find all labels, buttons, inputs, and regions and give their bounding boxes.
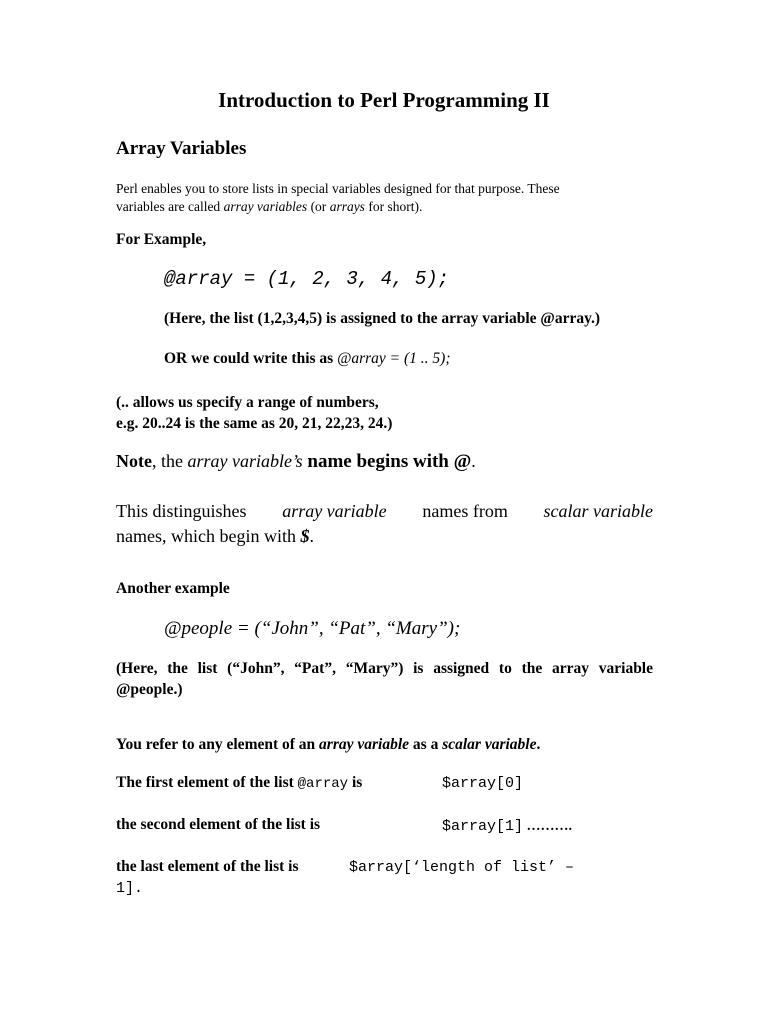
second-element-value-wrap (442, 817, 572, 835)
first-element-is: is (348, 774, 363, 791)
first-element-line (116, 774, 362, 792)
code-example-2: @people = (“John”, “Pat”, “Mary”); (164, 618, 461, 639)
note-text: , the (151, 451, 188, 471)
refer-line (116, 736, 540, 754)
refer-text: You refer to any element of an (116, 736, 320, 753)
intro-text: for short). (364, 199, 423, 214)
example-note-2-line-1: (Here, the list (“John”, “Pat”, “Mary”) is assigned to the array variable (116, 660, 653, 677)
refer-text: as a (409, 736, 443, 753)
second-element-line: the second element of the list is (116, 816, 321, 833)
intro-em-array-variables: array variables (223, 199, 308, 214)
distinguish-dollar: $ (300, 526, 310, 546)
range-note-line-2: e.g. 20..24 is the same as 20, 21, 22,23, 24.) (116, 415, 393, 432)
refer-end: . (536, 736, 541, 753)
note-end: . (471, 451, 476, 471)
example-note-2-line-2: @people.) (116, 681, 183, 698)
section-heading: Array Variables (116, 138, 247, 159)
note-bold-name: name begins with @ (302, 451, 472, 472)
another-example-label: Another example (116, 580, 230, 597)
intro-line-2 (116, 198, 653, 216)
distinguish-em-array: array variable (282, 501, 387, 521)
page-title: Introduction to Perl Programming II (218, 88, 550, 112)
first-element-text: The first element of the list (116, 774, 298, 791)
last-element-line: the last element of the list is (116, 858, 299, 875)
distinguish-line-2 (116, 524, 653, 549)
or-line (164, 350, 450, 368)
distinguish-text: names from (422, 501, 508, 521)
note-bold: Note (116, 451, 152, 471)
refer-em-array: array variable (319, 736, 410, 753)
for-example-label: For Example, (116, 231, 207, 248)
distinguish-end: . (309, 526, 314, 546)
first-element-code: @array (297, 776, 349, 792)
last-element-value: $array[‘length of list’ – (349, 859, 575, 876)
intro-line-1: Perl enables you to store lists in special variables designed for that purpose. These (116, 181, 560, 196)
second-element-dots: ………. (523, 819, 573, 834)
intro-em-arrays: arrays (329, 199, 365, 214)
or-line-text: OR we could write this as (164, 350, 338, 367)
or-line-code: @array = (1 .. 5); (337, 350, 451, 367)
distinguish-line-1 (116, 499, 653, 524)
range-note-line-1: (.. allows us specify a range of numbers, (116, 394, 379, 411)
distinguish-text: This distinguishes (116, 501, 247, 521)
distinguish-paragraph (116, 499, 653, 549)
distinguish-text: names, which begin with (116, 526, 301, 546)
note-em: array variable’s (187, 451, 303, 471)
second-element-value: $array[1] (442, 818, 524, 835)
first-element-value: $array[0] (442, 775, 524, 792)
last-element-value-cont: 1]. (116, 880, 144, 897)
intro-paragraph (116, 180, 653, 216)
distinguish-em-scalar: scalar variable (543, 501, 653, 521)
example-note-2 (116, 658, 653, 700)
intro-text: variables are called (116, 199, 224, 214)
refer-em-scalar: scalar variable (442, 736, 537, 753)
note-line (116, 451, 476, 473)
intro-text: (or (307, 199, 330, 214)
code-example-1: @array = (1, 2, 3, 4, 5); (164, 268, 450, 290)
range-note (116, 392, 392, 434)
example-note-1: (Here, the list (1,2,3,4,5) is assigned to the array variable @array.) (164, 310, 601, 327)
